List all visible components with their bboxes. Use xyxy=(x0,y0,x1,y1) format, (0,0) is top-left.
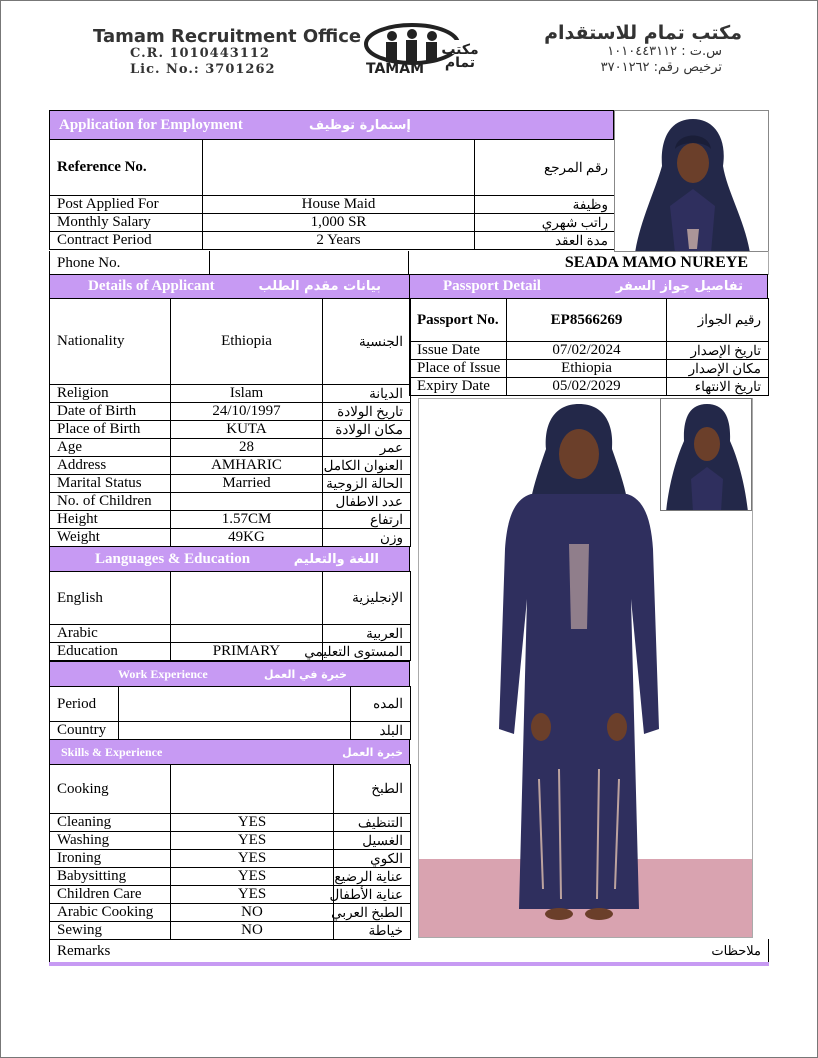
applicant-value: KUTA xyxy=(171,421,323,439)
applicant-label-ar: العنوان الكامل xyxy=(323,457,411,475)
remarks-label-en: Remarks xyxy=(57,942,111,959)
passport-label-ar: تاريخ الإصدار xyxy=(667,342,769,360)
skills-label-ar: الطبخ xyxy=(334,765,411,814)
skills-label-ar: الغسيل xyxy=(334,832,411,850)
skills-value: YES xyxy=(171,886,334,904)
phone-row xyxy=(49,251,409,275)
applicant-label: Place of Birth xyxy=(50,421,171,439)
skills-header xyxy=(49,739,410,765)
applicant-label-ar: عمر xyxy=(323,439,411,457)
work-row xyxy=(50,687,411,722)
cr-number-en: C.R. 1010443112 xyxy=(130,46,270,61)
applicant-label-ar: عدد الاطفال xyxy=(323,493,411,511)
work-row xyxy=(50,722,411,740)
applicant-value: Married xyxy=(171,475,323,493)
applicant-label: Nationality xyxy=(50,299,171,385)
work-experience-title-en: Work Experience xyxy=(118,666,208,681)
work-label: Country xyxy=(50,722,119,740)
work-label-ar: المده xyxy=(351,687,411,722)
applicant-value: AMHARIC xyxy=(171,457,323,475)
applicant-label-ar: ارتفاع xyxy=(323,511,411,529)
applicant-value xyxy=(171,493,323,511)
applicant-label: Address xyxy=(50,457,171,475)
applicant-row xyxy=(50,475,411,493)
application-label-ar: وظيفة xyxy=(475,196,616,214)
passport-row xyxy=(410,360,769,378)
skills-label: Children Care xyxy=(50,886,171,904)
application-label-ar: رقم المرجع xyxy=(475,140,616,196)
applicant-label-ar: الجنسية xyxy=(323,299,411,385)
work-experience-header xyxy=(49,661,410,687)
passport-title-en: Passport Detail xyxy=(443,278,541,294)
application-title-ar: إستمارة توظيف xyxy=(309,117,411,133)
passport-value: 07/02/2024 xyxy=(507,342,667,360)
applicant-row xyxy=(50,421,411,439)
skills-label: Sewing xyxy=(50,922,171,940)
applicant-details-title-ar: بيانات مقدم الطلب xyxy=(258,279,381,294)
application-row xyxy=(50,196,616,214)
skills-label: Washing xyxy=(50,832,171,850)
passport-label: Issue Date xyxy=(410,342,507,360)
logo-text-ar: مكتب تمام xyxy=(441,42,479,71)
application-header xyxy=(49,110,614,140)
skills-label: Babysitting xyxy=(50,868,171,886)
work-value xyxy=(119,687,351,722)
applicant-row xyxy=(50,299,411,385)
remarks-bottom-bar xyxy=(49,962,769,966)
application-label: Reference No. xyxy=(50,140,203,196)
applicant-label: Age xyxy=(50,439,171,457)
skills-table xyxy=(49,764,411,940)
application-table xyxy=(49,139,616,250)
skills-value: YES xyxy=(171,868,334,886)
applicant-label-ar: مكان الولادة xyxy=(323,421,411,439)
languages-value: PRIMARY xyxy=(171,643,323,661)
skills-label: Cooking xyxy=(50,765,171,814)
skills-label-ar: التنظيف xyxy=(334,814,411,832)
applicant-details-header xyxy=(49,274,410,299)
languages-label-ar: المستوى التعليمي xyxy=(323,643,411,661)
applicant-label-ar: الحالة الزوجية xyxy=(323,475,411,493)
company-name-ar: مكتب تمام للاستقدام xyxy=(544,22,742,44)
languages-label: Education xyxy=(50,643,171,661)
passport-header xyxy=(409,274,768,299)
license-number-ar: ترخيص رقم: ٣٧٠١٢٦٢ xyxy=(600,60,722,75)
application-label: Monthly Salary xyxy=(50,214,203,232)
applicant-row xyxy=(50,457,411,475)
skills-row xyxy=(50,904,411,922)
company-name-en: Tamam Recruitment Office xyxy=(93,26,362,47)
skills-label: Arabic Cooking xyxy=(50,904,171,922)
passport-value: Ethiopia xyxy=(507,360,667,378)
skills-label-ar: الطبخ العربي xyxy=(334,904,411,922)
skills-label-ar: خياطة xyxy=(334,922,411,940)
applicant-row xyxy=(50,529,411,547)
skills-value: NO xyxy=(171,922,334,940)
application-row xyxy=(50,232,616,250)
cr-number-ar: س.ت : ١٠١٠٤٤٣١١٢ xyxy=(607,44,722,59)
skills-value xyxy=(171,765,334,814)
languages-row xyxy=(50,572,411,625)
languages-value xyxy=(171,572,323,625)
applicant-label: Religion xyxy=(50,385,171,403)
passport-label-ar: مكان الإصدار xyxy=(667,360,769,378)
phone-value xyxy=(210,251,408,274)
logo-text-en: TAMAM xyxy=(366,61,424,77)
applicant-details-title-en: Details of Applicant xyxy=(88,278,215,294)
languages-row xyxy=(50,643,411,661)
work-experience-title-ar: خبرة في العمل xyxy=(263,667,347,681)
passport-photo xyxy=(660,398,752,511)
application-value: 2 Years xyxy=(203,232,475,250)
passport-row xyxy=(410,378,769,396)
languages-title-ar: اللغة والتعليم xyxy=(293,551,379,567)
skills-row xyxy=(50,814,411,832)
passport-value: 05/02/2029 xyxy=(507,378,667,396)
languages-label-ar: الإنجليزية xyxy=(323,572,411,625)
skills-row xyxy=(50,922,411,940)
passport-row xyxy=(410,342,769,360)
applicant-label: Marital Status xyxy=(50,475,171,493)
skills-label: Cleaning xyxy=(50,814,171,832)
applicant-label-ar: تاريخ الولادة xyxy=(323,403,411,421)
languages-label: Arabic xyxy=(50,625,171,643)
remarks-label-ar: ملاحظات xyxy=(711,943,761,958)
skills-title-ar: خبرة العمل xyxy=(342,745,403,759)
languages-header xyxy=(49,546,410,572)
skills-label-ar: عناية الأطفال xyxy=(334,886,411,904)
skills-value: YES xyxy=(171,814,334,832)
skills-row xyxy=(50,868,411,886)
applicant-label: No. of Children xyxy=(50,493,171,511)
applicant-photo-small xyxy=(614,110,769,252)
application-row xyxy=(50,214,616,232)
skills-label-ar: عناية الرضيع xyxy=(334,868,411,886)
applicant-name: SEADA MAMO NUREYE xyxy=(409,251,769,275)
applicant-label: Height xyxy=(50,511,171,529)
applicant-value: Islam xyxy=(171,385,323,403)
applicant-row xyxy=(50,493,411,511)
applicant-row xyxy=(50,403,411,421)
application-value xyxy=(203,140,475,196)
work-label-ar: البلد xyxy=(351,722,411,740)
skills-row xyxy=(50,850,411,868)
skills-value: YES xyxy=(171,832,334,850)
applicant-label: Weight xyxy=(50,529,171,547)
skills-value: YES xyxy=(171,850,334,868)
remarks-row xyxy=(49,939,769,963)
languages-title-en: Languages & Education xyxy=(95,550,251,567)
languages-label: English xyxy=(50,572,171,625)
skills-value: NO xyxy=(171,904,334,922)
skills-label: Ironing xyxy=(50,850,171,868)
work-experience-table xyxy=(49,686,411,740)
application-label: Contract Period xyxy=(50,232,203,250)
passport-label-ar: رقيم الجواز xyxy=(667,299,769,342)
languages-row xyxy=(50,625,411,643)
applicant-value: 28 xyxy=(171,439,323,457)
applicant-value: 24/10/1997 xyxy=(171,403,323,421)
applicant-label: Date of Birth xyxy=(50,403,171,421)
passport-label-ar: تاريخ الانتهاء xyxy=(667,378,769,396)
applicant-label-ar: الديانة xyxy=(323,385,411,403)
skills-title-en: Skills & Experience xyxy=(61,744,163,759)
applicant-row xyxy=(50,511,411,529)
skills-label-ar: الكوي xyxy=(334,850,411,868)
phone-label: Phone No. xyxy=(50,251,210,274)
applicant-label-ar: وزن xyxy=(323,529,411,547)
application-title-en: Application for Employment xyxy=(59,116,243,133)
languages-label-ar: العربية xyxy=(323,625,411,643)
application-value: 1,000 SR xyxy=(203,214,475,232)
applicant-row xyxy=(50,385,411,403)
application-label-ar: راتب شهري xyxy=(475,214,616,232)
applicant-value: Ethiopia xyxy=(171,299,323,385)
work-value xyxy=(119,722,351,740)
languages-table xyxy=(49,571,411,661)
application-label-ar: مدة العقد xyxy=(475,232,616,250)
application-value: House Maid xyxy=(203,196,475,214)
applicant-value: 49KG xyxy=(171,529,323,547)
applicant-row xyxy=(50,439,411,457)
passport-table xyxy=(409,298,769,396)
application-row xyxy=(50,140,616,196)
skills-row xyxy=(50,886,411,904)
passport-label: Passport No. xyxy=(410,299,507,342)
skills-row xyxy=(50,832,411,850)
languages-value xyxy=(171,625,323,643)
passport-value: EP8566269 xyxy=(507,299,667,342)
applicant-value: 1.57CM xyxy=(171,511,323,529)
passport-row xyxy=(410,299,769,342)
application-label: Post Applied For xyxy=(50,196,203,214)
passport-label: Expiry Date xyxy=(410,378,507,396)
passport-label: Place of Issue xyxy=(410,360,507,378)
passport-title-ar: تفاصيل جواز السفر xyxy=(615,279,743,294)
work-label: Period xyxy=(50,687,119,722)
license-number-en: Lic. No.: 3701262 xyxy=(130,62,276,77)
applicant-table xyxy=(49,298,411,547)
skills-row xyxy=(50,765,411,814)
